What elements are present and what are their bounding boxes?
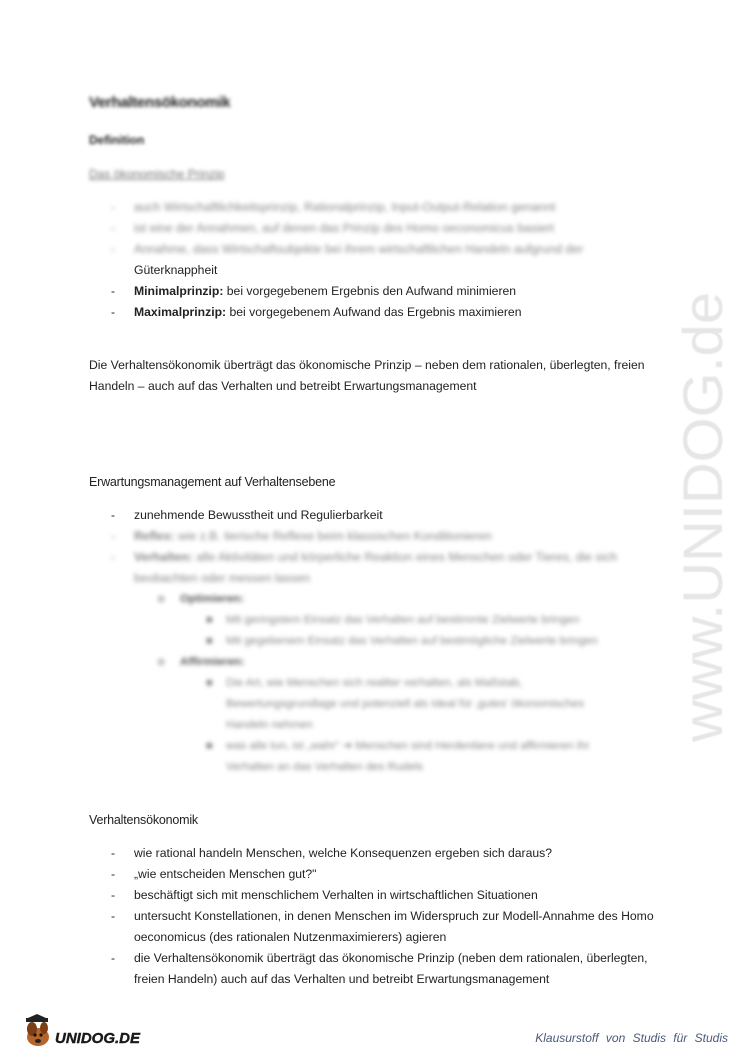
list-item: - wie rational handeln Menschen, welche Konsequenzen ergeben sich daraus? (111, 846, 553, 860)
sublist-heading-optimize: o Optimieren: (158, 593, 244, 605)
list-item: Bewertungsgrundlage und potenziell als Ideal für ‚gutes' ökonomisches (226, 698, 585, 710)
list-item: oeconomicus (des rationalen Nutzenmaximierers) agieren (134, 930, 447, 944)
list-item: beobachten oder messen lassen (134, 571, 311, 585)
list-item: - Verhalten: alle Aktivitäten und körperliche Reaktion eines Menschen oder Tieres, die sich (111, 550, 618, 564)
list-item: - Minimalprinzip: bei vorgegebenem Ergebnis den Aufwand minimieren (111, 284, 517, 298)
list-item: - Reflex: wie z.B. tierische Reflexe beim klassischen Konditionieren (111, 529, 492, 543)
dog-icon (26, 1014, 49, 1046)
list-item: - beschäftigt sich mit menschlichem Verhalten in wirtschaftlichen Situationen (111, 888, 538, 902)
list-item: - Maximalprinzip: bei vorgegebenem Aufwand das Ergebnis maximieren (111, 305, 522, 319)
watermark (664, 284, 750, 754)
unidog-logo (22, 1013, 162, 1053)
list-item: Güterknappheit (134, 263, 218, 277)
list-item: ■ Mit geringstem Einsatz das Verhalten auf bestimmte Zielwerte bringen (206, 614, 580, 626)
watermark-text: www.UNIDOG.de (671, 306, 734, 742)
expectation-list (89, 505, 669, 589)
page-title: Verhaltensökonomik (89, 94, 231, 111)
list-item: Handeln nehmen (226, 719, 313, 731)
principle-heading: Das ökonomische Prinzip (89, 167, 225, 181)
list-item: - untersucht Konstellationen, in denen Menschen im Widerspruch zur Modell-Annahme des Homo (111, 909, 654, 923)
economics-list (89, 843, 689, 990)
list-item: freien Handeln) auch auf das Verhalten und betreibt Erwartungsmanagement (134, 972, 550, 986)
list-item: ■ Mit gegebenem Einsatz das Verhalten auf bestmögliche Zielwerte bringen (206, 635, 598, 647)
list-item: ■ was alle tun, ist „wahr" ➔ Menschen sind Herdentiere und affirmieren ihr (206, 740, 590, 752)
list-item: - die Verhaltensökonomik überträgt das ökonomische Prinzip (neben dem rationalen, überlegten, (111, 951, 648, 965)
list-item: - Annahme, dass Wirtschaftsubjekte bei ihrem wirtschaftlichen Handeln aufgrund der (111, 242, 584, 256)
list-item: - zunehmende Bewusstheit und Regulierbarkeit (111, 508, 383, 522)
list-item: - auch Wirtschaftlichkeitsprinzip, Rationalprinzip, Input-Output-Relation genannt (111, 200, 556, 214)
definition-heading: Definition (89, 133, 145, 147)
expectation-heading: Erwartungsmanagement auf Verhaltensebene (89, 475, 336, 489)
expectation-sublist (158, 589, 658, 778)
list-item: - „wie entscheiden Menschen gut?" (111, 867, 317, 881)
sublist-heading-affirm: o Affirmieren: (158, 656, 245, 668)
list-item: - ist eine der Annahmen, auf denen das Prinzip des Homo oeconomicus basiert (111, 221, 555, 235)
list-item: Verhalten an das Verhalten des Rudels (226, 761, 423, 773)
list-item: ■ Die Art, wie Menschen sich realiter verhalten, als Maßstab, (206, 677, 523, 689)
economics-heading: Verhaltensökonomik (89, 813, 198, 827)
intro-paragraph: Die Verhaltensökonomik überträgt das ökonomische Prinzip – neben dem rationalen, überlegten, freien Handeln – auch auf das Verhalten und betreibt Erwartungsmanagement (89, 358, 645, 393)
logo-text: UNIDOG.DE (55, 1030, 141, 1047)
principle-list (89, 197, 669, 323)
footer-tagline: Klausurstoff von Studis für Studis (535, 1031, 728, 1045)
